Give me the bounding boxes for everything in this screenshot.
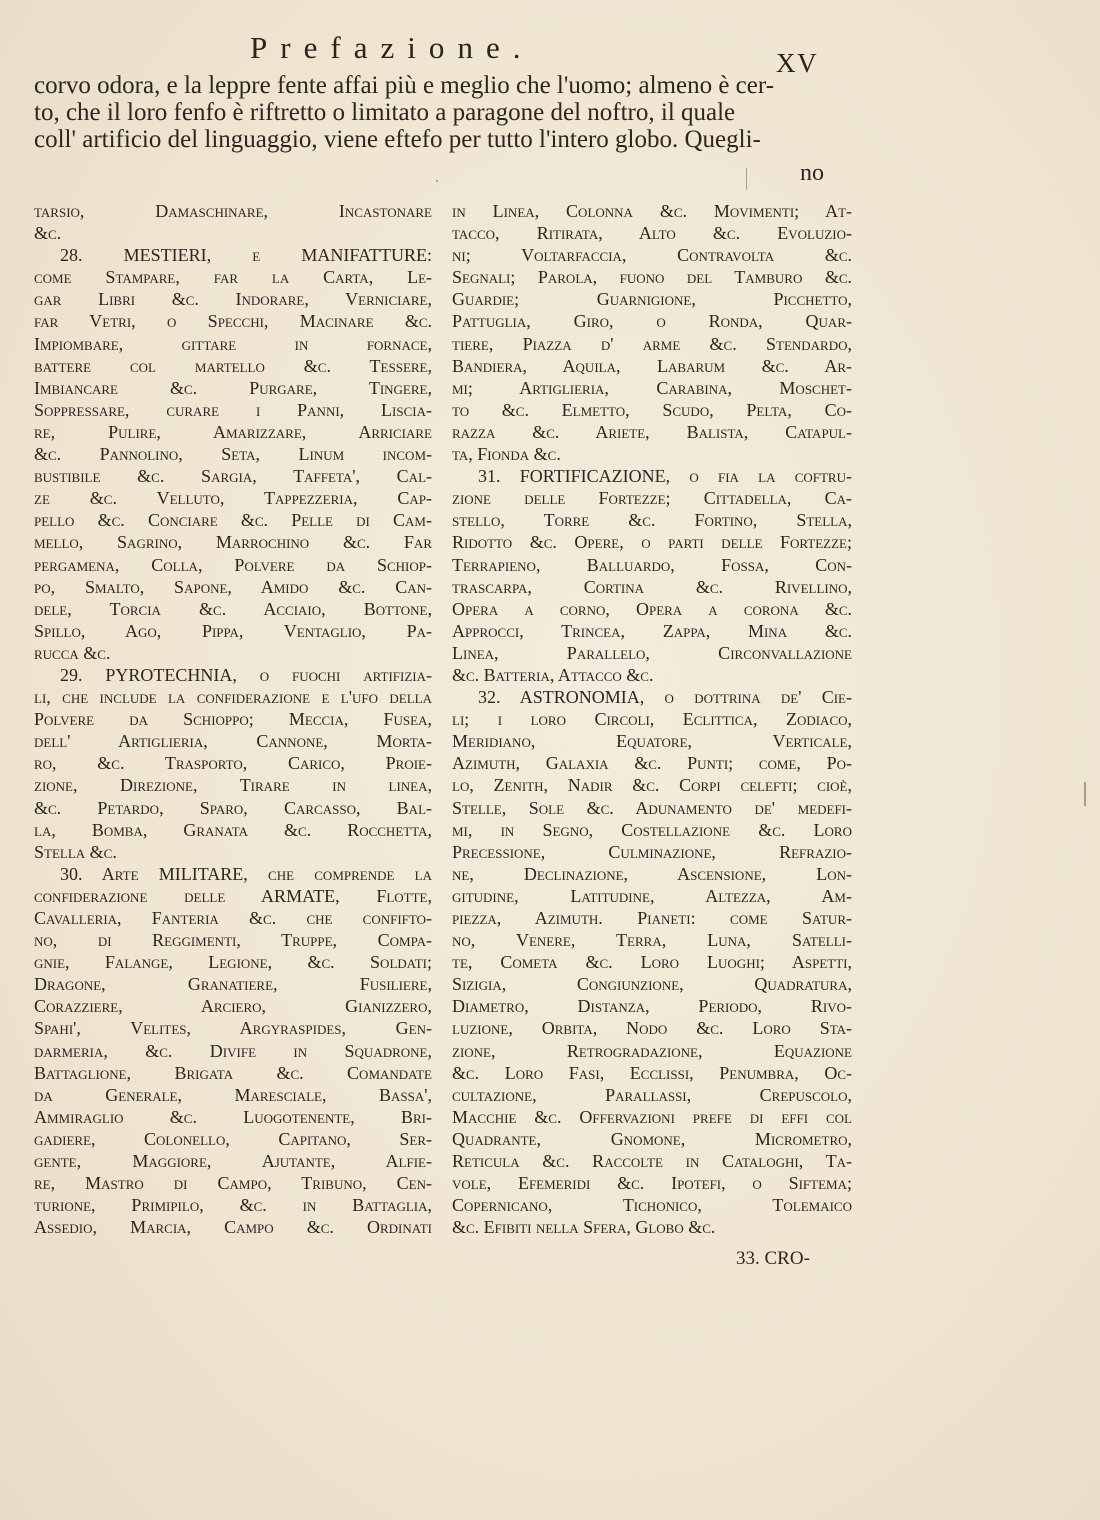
text-line: Corazziere, Arciero, Gianizzero, — [34, 996, 432, 1017]
text-line: dele, Torcia &c. Acciaio, Bottone, — [34, 598, 432, 619]
text-line: Reticula &c. Raccolte in Cataloghi, Ta- — [452, 1151, 852, 1172]
text-line: far Vetri, o Specchi, Macinare &c. — [34, 311, 432, 332]
text-line: Copernicano, Tichonico, Tolemaico — [452, 1195, 852, 1216]
text-line: Spahi', Velites, Argyraspides, Gen- — [34, 1018, 432, 1039]
text-line: Precessione, Culminazione, Refrazio- — [452, 841, 852, 862]
text-line: lo, Zenith, Nadir &c. Corpi celefti; cioè, — [452, 775, 852, 796]
text-line: luzione, Orbita, Nodo &c. Loro Sta- — [452, 1018, 852, 1039]
text-line: Spillo, Ago, Pippa, Ventaglio, Pa- — [34, 620, 432, 641]
text-line: in Linea, Colonna &c. Movimenti; At- — [452, 201, 852, 221]
section-heading-30: 30. Arte MILITARE, che comprende la — [60, 863, 432, 884]
text-line: turione, Primipilo, &c. in Battaglia, — [34, 1195, 432, 1216]
paper-fleck — [746, 168, 747, 190]
text-line: li, che include la confiderazione e l'ufo della — [34, 687, 432, 708]
text-line: come Stampare, far la Carta, Le- — [34, 267, 432, 288]
text-line: vole, Efemeridi &c. Ipotefi, o Siftema; — [452, 1173, 852, 1194]
text-line: to &c. Elmetto, Scudo, Pelta, Co- — [452, 399, 852, 420]
text-line: rucca &c. — [34, 642, 111, 663]
text-line: mi; Artiglieria, Carabina, Moschet- — [452, 377, 852, 398]
section-heading-29: 29. PYROTECHNIA, o fuochi artifizia- — [60, 664, 432, 685]
text-line: ni; Voltarfaccia, Contravolta &c. — [452, 245, 852, 266]
running-title: Prefazione. — [250, 30, 534, 65]
text-line: Diametro, Distanza, Periodo, Rivo- — [452, 996, 852, 1017]
text-line: po, Smalto, Sapone, Amido &c. Can- — [34, 576, 432, 597]
text-line: Guardie; Guarnigione, Picchetto, — [452, 289, 852, 310]
text-line: Macchie &c. Offervazioni prefe di effi col — [452, 1106, 852, 1127]
text-line: razza &c. Ariete, Balista, Catapul- — [452, 421, 852, 442]
text-line: Ridotto &c. Opere, o parti delle Fortezze; — [452, 532, 852, 553]
text-line: Meridiano, Equatore, Verticale, — [452, 731, 852, 752]
text-line: no, di Reggimenti, Truppe, Compa- — [34, 930, 432, 951]
text-line: dell' Artiglieria, Cannone, Morta- — [34, 731, 432, 752]
text-line: no, Venere, Terra, Luna, Satelli- — [452, 930, 852, 951]
text-line: ta, Fionda &c. — [452, 444, 561, 465]
text-line: tiere, Piazza d' arme &c. Stendardo, — [452, 333, 852, 354]
text-line: trascarpa, Cortina &c. Rivellino, — [452, 576, 852, 597]
text-line: da Generale, Maresciale, Bassa', — [34, 1084, 432, 1105]
text-line: Azimuth, Galaxia &c. Punti; come, Po- — [452, 753, 852, 774]
text-line: Linea, Parallelo, Circonvallazione — [452, 642, 852, 663]
text-line: piezza, Azimuth. Pianeti: come Satur- — [452, 908, 852, 928]
text-line: Imbiancare &c. Purgare, Tingere, — [34, 377, 432, 398]
text-line: zione, Retrogradazione, Equazione — [452, 1040, 852, 1061]
text-line: Cavalleria, Fanteria &c. che confifto- — [34, 908, 432, 928]
text-line: gnie, Falange, Legione, &c. Soldati; — [34, 952, 432, 973]
text-line: Assedio, Marcia, Campo &c. Ordinati — [34, 1217, 432, 1238]
text-line: zione delle Fortezze; Cittadella, Ca- — [452, 488, 852, 509]
text-line: la, Bomba, Granata &c. Rocchetta, — [34, 819, 432, 840]
intro-line: coll' artificio del linguaggio, viene eftefo per tutto l'intero globo. Quegli- — [34, 126, 761, 153]
text-line: darmeria, &c. Divife in Squadrone, — [34, 1040, 432, 1061]
text-line: ne, Declinazione, Ascensione, Lon- — [452, 863, 852, 884]
right-column — [452, 200, 852, 1238]
text-line: Approcci, Trincea, Zappa, Mina &c. — [452, 620, 852, 641]
text-line: mello, Sagrino, Marrochino &c. Far — [34, 532, 432, 553]
section-heading-31: 31. FORTIFICAZIONE, o fia la coftru- — [478, 466, 852, 487]
text-line: Terrapieno, Balluardo, Fossa, Con- — [452, 554, 852, 575]
text-line: Ammiraglio &c. Luogotenente, Bri- — [34, 1106, 432, 1127]
text-line: pergamena, Colla, Polvere da Schiop- — [34, 554, 432, 575]
text-line: te, Cometa &c. Loro Luoghi; Aspetti, — [452, 952, 852, 973]
text-line: ze &c. Velluto, Tappezzeria, Cap- — [34, 488, 432, 509]
text-line: Battaglione, Brigata &c. Comandate — [34, 1062, 432, 1083]
paper-fleck — [1084, 782, 1086, 806]
intro-line: to, che il loro fenfo è riftretto o limitato a paragone del noftro, il quale — [34, 99, 736, 126]
text-line: ro, &c. Trasporto, Carico, Proie- — [34, 753, 432, 774]
catchword-top: no — [800, 160, 824, 186]
section-heading-28: 28. MESTIERI, e MANIFATTURE: — [60, 245, 432, 266]
page-number: XV — [776, 48, 819, 78]
intro-paragraph — [34, 72, 854, 153]
paper-fleck — [436, 180, 438, 182]
text-line: &c. Petardo, Sparo, Carcasso, Bal- — [34, 797, 432, 818]
text-line: Soppressare, curare i Panni, Lisciа- — [34, 399, 432, 420]
text-line: Opera a corno, Opera a corona &c. — [452, 598, 852, 619]
left-column — [34, 200, 432, 1238]
text-line: &c. — [34, 223, 62, 244]
text-line: Quadrante, Gnomone, Micrometro, — [452, 1128, 852, 1149]
text-line: gadiere, Colonello, Capitano, Ser- — [34, 1128, 432, 1149]
text-line: &c. Batteria, Attacco &c. — [452, 664, 654, 685]
text-line: &c. Loro Fasi, Ecclissi, Penumbra, Oc- — [452, 1062, 852, 1083]
text-line: tarsio, Damaschinare, Incastonare — [34, 201, 432, 221]
text-line: re, Mastro di Campo, Tribuno, Cen- — [34, 1173, 432, 1194]
text-line: Stella &c. — [34, 841, 117, 862]
text-line: gar Libri &c. Indorare, Verniciare, — [34, 289, 432, 310]
catchword-bottom: 33. CRO- — [736, 1248, 810, 1269]
text-line: pello &c. Conciare &c. Pelle di Cam- — [34, 510, 432, 531]
text-line: Dragone, Granatiere, Fusiliere, — [34, 974, 432, 995]
text-line: Pattuglia, Giro, o Ronda, Quar- — [452, 311, 852, 332]
text-line: confiderazione delle ARMATE, Flotte, — [34, 885, 432, 906]
text-line: gente, Maggiore, Ajutante, Alfie- — [34, 1151, 432, 1172]
text-line: zione, Direzione, Tirare in linea, — [34, 775, 432, 796]
text-line: Sizigia, Congiunzione, Quadratura, — [452, 974, 852, 995]
text-line: mi, in Segno, Costellazione &c. Loro — [452, 819, 852, 840]
text-line: Polvere da Schioppo; Meccia, Fusea, — [34, 709, 432, 730]
text-line: bustibile &c. Sargia, Taffeta', Cal- — [34, 466, 432, 487]
text-line: &c. Pannolino, Seta, Linum incom- — [34, 444, 432, 465]
text-line: battere col martello &c. Tessere, — [34, 355, 432, 376]
section-heading-32: 32. ASTRONOMIA, o dottrina de' Cie- — [478, 687, 852, 708]
text-line: Stelle, Sole &c. Adunamento de' medefi- — [452, 797, 852, 818]
text-line: Bandiera, Aquila, Labarum &c. Ar- — [452, 355, 852, 376]
text-line: li; i loro Circoli, Eclittica, Zodiaco, — [452, 709, 852, 730]
text-line: cultazione, Parallassi, Crepuscolo, — [452, 1084, 852, 1105]
intro-line: corvo odora, e la leppre fente affai più e meglio che l'uomo; almeno è cer- — [34, 72, 775, 99]
text-line: Segnali; Parola, fuono del Tamburo &c. — [452, 267, 852, 288]
text-line: tacco, Ritirata, Alto &c. Evoluzio- — [452, 223, 852, 244]
text-line: gitudine, Latitudine, Altezza, Am- — [452, 885, 852, 906]
text-line: re, Pulire, Amarizzare, Arriciare — [34, 421, 432, 442]
text-line: &c. Efibiti nella Sfera, Globo &c. — [452, 1217, 716, 1238]
text-line: stello, Torre &c. Fortino, Stella, — [452, 510, 852, 531]
text-line: Impiombare, gittare in fornace, — [34, 333, 432, 354]
